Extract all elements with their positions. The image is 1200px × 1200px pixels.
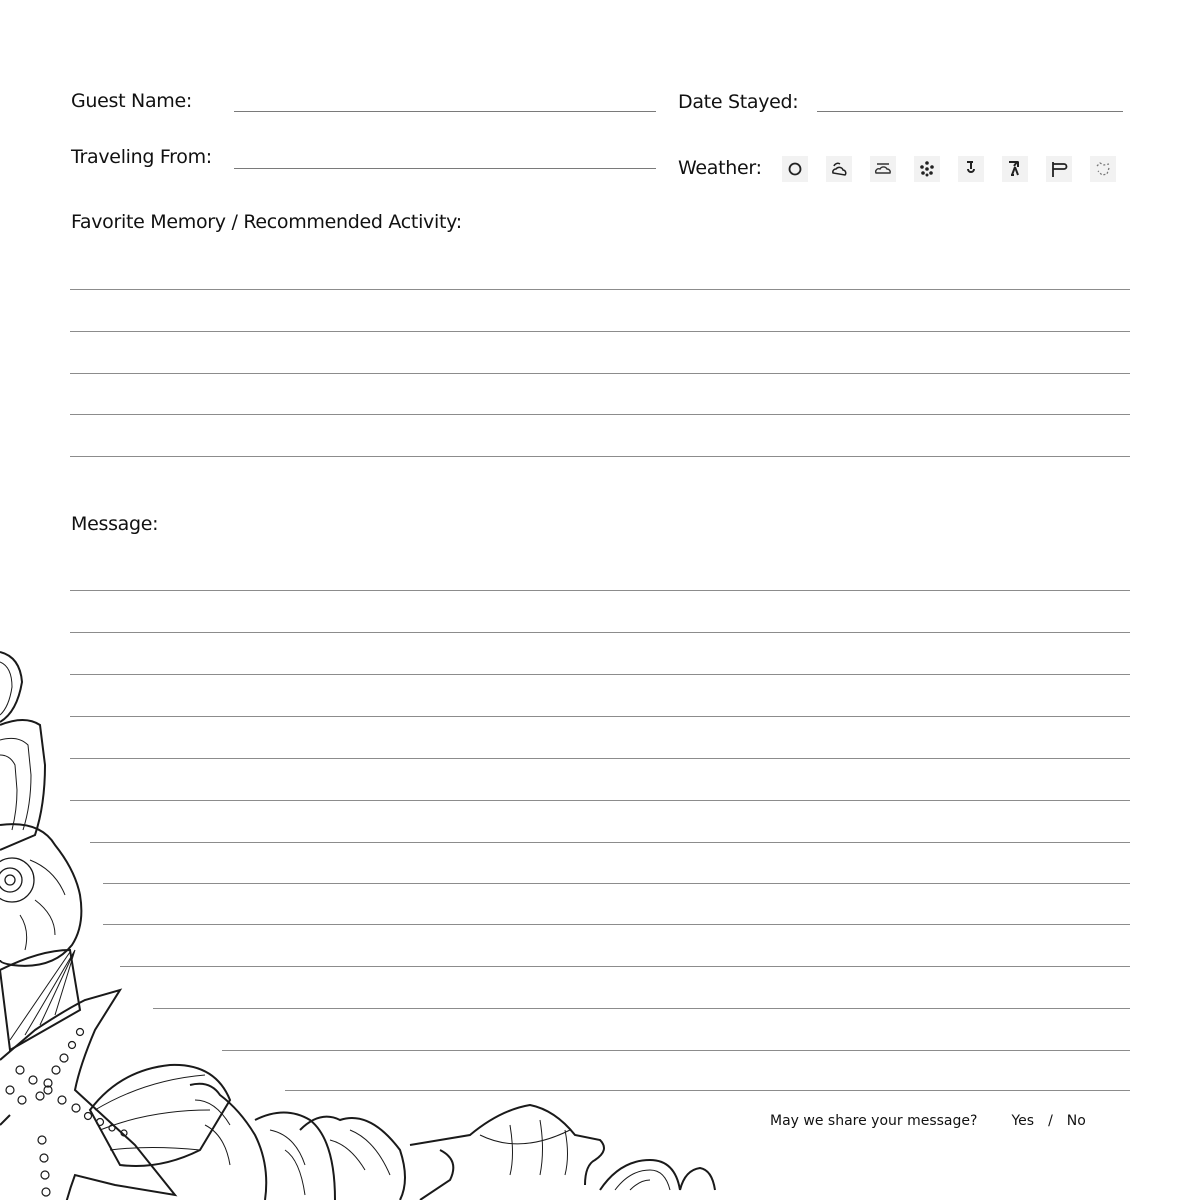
ruled-line	[120, 966, 1130, 967]
share-no-option[interactable]: No	[1066, 1113, 1086, 1129]
ruled-line	[70, 590, 1130, 591]
ruled-line	[90, 842, 1130, 843]
ruled-line	[70, 758, 1130, 759]
guest-name-field[interactable]	[234, 111, 656, 112]
ruled-line	[70, 456, 1130, 457]
ruled-line	[70, 674, 1130, 675]
partly-cloudy-icon[interactable]	[826, 156, 852, 182]
ruled-line	[70, 800, 1130, 801]
ruled-line	[222, 1050, 1130, 1051]
favorite-memory-label: Favorite Memory / Recommended Activity:	[71, 211, 462, 233]
guest-name-label: Guest Name:	[71, 90, 192, 112]
ruled-line	[70, 632, 1130, 633]
message-label: Message:	[71, 513, 159, 535]
snow-icon[interactable]	[914, 156, 940, 182]
weather-label: Weather:	[678, 157, 762, 179]
date-stayed-label: Date Stayed:	[678, 91, 799, 113]
ruled-line	[103, 883, 1130, 884]
windy-icon[interactable]	[1046, 156, 1072, 182]
rain-icon[interactable]	[958, 156, 984, 182]
ruled-line	[153, 1008, 1130, 1009]
share-question: May we share your message?	[770, 1113, 978, 1129]
share-separator: /	[1048, 1113, 1053, 1129]
fog-icon[interactable]	[1090, 156, 1116, 182]
storm-icon[interactable]	[1002, 156, 1028, 182]
share-consent	[770, 1113, 1086, 1129]
ruled-line	[70, 373, 1130, 374]
date-stayed-field[interactable]	[817, 111, 1123, 112]
weather-options	[782, 156, 1116, 182]
ruled-line	[70, 716, 1130, 717]
traveling-from-label: Traveling From:	[71, 146, 212, 168]
ruled-line	[70, 331, 1130, 332]
sun-icon[interactable]	[782, 156, 808, 182]
traveling-from-field[interactable]	[234, 168, 656, 169]
ruled-line	[103, 924, 1130, 925]
ruled-line	[70, 289, 1130, 290]
cloudy-icon[interactable]	[870, 156, 896, 182]
share-yes-option[interactable]: Yes	[1011, 1113, 1035, 1129]
ruled-line	[285, 1090, 1130, 1091]
ruled-line	[70, 414, 1130, 415]
